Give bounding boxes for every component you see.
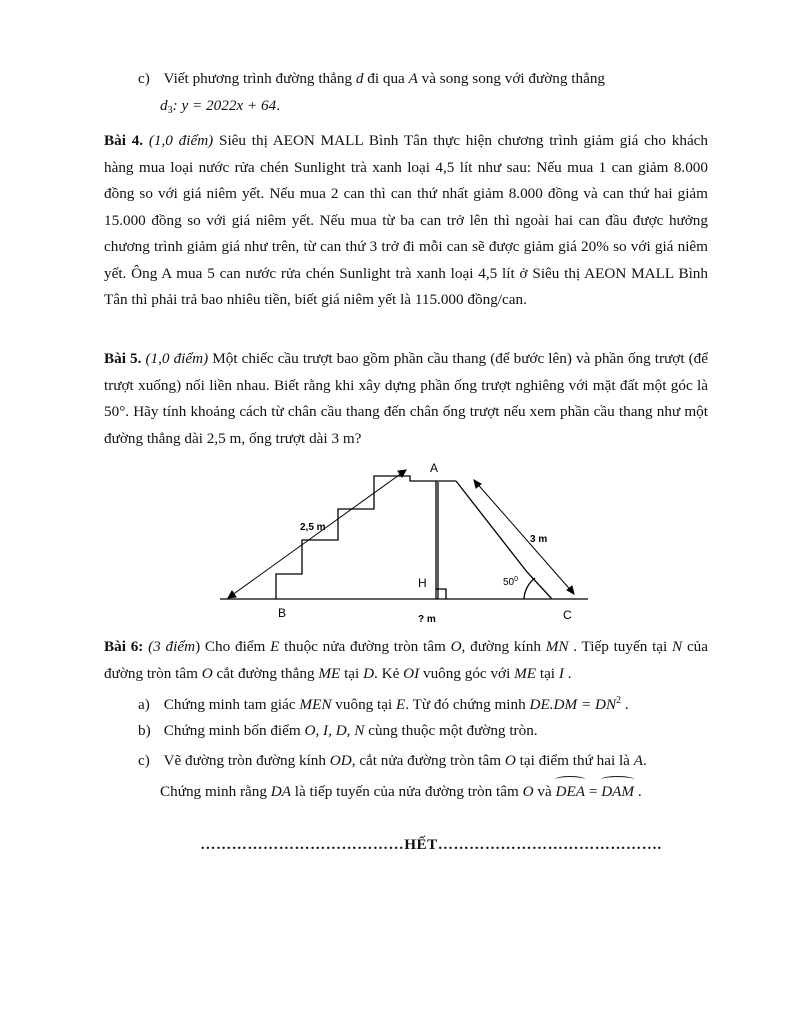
item-label: b)	[138, 722, 151, 739]
item-text: . Từ đó chứng minh	[405, 696, 526, 713]
item-continuation	[138, 779, 708, 806]
ladder-length: 2,5 m	[206, 429, 242, 447]
problem-points: (3 điểm	[148, 638, 196, 655]
problem-title: Bài 6:	[104, 638, 144, 655]
slide-length-arrow	[474, 480, 574, 594]
slide-length: 3 m	[331, 429, 355, 447]
item-label: c)	[138, 70, 150, 87]
problem-text: cắt đường thẳng	[216, 664, 315, 682]
point-label-b: B	[278, 606, 287, 620]
math-var: E	[396, 696, 406, 713]
math-subscript: 3	[167, 104, 173, 116]
item-text: vuông tại	[335, 696, 393, 713]
math-var: I	[558, 664, 564, 682]
question-item-b	[138, 718, 708, 745]
arc-notation: DEA	[555, 779, 585, 806]
angle-arc	[524, 578, 535, 599]
punctuation: .	[276, 96, 280, 114]
problem-title: Bài 5.	[104, 350, 142, 367]
problem-text: Siêu thị AEON MALL Bình Tân thực hiện chương trình giảm giá cho khách hàng mua loại nước rửa chén Sunlight trà xanh loại 4,5 lít như sau: Nếu mua 1 can giảm 8.000 đồng so với giá niêm yết. Nếu mua 2 can thì can thứ nhất giảm 8.000 đồng và can thứ hai giảm 15.000 đồng so với giá niêm yết. Nếu mua từ ba can trở lên thì ngoài hai can đầu được hưởng chương trình giảm giá như trên, từ can thứ 3 trở đi mỗi can sẽ được giảm giá 20% so với giá niêm yết. Ông A mua 5 can nước rửa chén Sunlight trà xanh loại 4,5 lít ở Siêu thị AEON MALL Bình Tân thì phải trả bao nhiêu tiền, biết giá niêm yết là 115.000 đồng/can.	[104, 132, 709, 308]
math-expression: DE.DM = DN	[529, 696, 617, 713]
item-text: Chứng minh rằng	[160, 782, 267, 800]
angle-label: $50^0$	[503, 576, 519, 588]
math-var: O	[201, 664, 213, 682]
math-var: N	[672, 638, 683, 655]
item-text: và song song với đường thẳng	[421, 70, 606, 87]
punctuation: .	[567, 664, 572, 682]
problem-text: . Kẻ	[374, 664, 400, 682]
math-var: D	[363, 664, 375, 682]
ladder-length-label: 2,5 m	[300, 522, 326, 533]
math-var: O	[504, 752, 516, 769]
math-var: DA	[270, 782, 291, 800]
item-text: Chứng minh tam giác	[163, 696, 296, 713]
problem-text: tại	[344, 664, 360, 682]
math-var: OI	[403, 664, 420, 682]
point-label-c: C	[563, 608, 572, 622]
problem-text: . Hãy tính khoảng cách từ chân cầu thang đến chân ống trượt nếu xem phần cầu thang như một đường thẳng dài	[104, 403, 708, 447]
math-var: d	[355, 70, 364, 87]
math-operator: =	[588, 782, 598, 800]
math-var: O	[450, 638, 462, 655]
math-var: MEN	[299, 696, 332, 713]
problem-text: thuộc nửa đường tròn tâm	[284, 638, 446, 655]
punctuation: .	[624, 696, 629, 713]
question-item-a	[138, 688, 708, 719]
problem-text: . Tiếp tuyến tại	[573, 638, 668, 655]
math-var: ME	[318, 664, 341, 682]
ladder-length-arrow	[228, 470, 406, 598]
item-label: c)	[138, 752, 150, 769]
math-var: d	[160, 96, 168, 114]
item-label: a)	[138, 696, 150, 713]
math-var: OD	[329, 752, 352, 769]
item-text: Vẽ đường tròn đường kính	[163, 752, 326, 769]
math-var: ME	[514, 664, 537, 682]
punctuation: .	[637, 782, 642, 800]
item-text: cùng thuộc một đường tròn.	[368, 722, 538, 739]
point-label-a: A	[430, 461, 439, 475]
arrowhead	[228, 591, 236, 598]
item-text: tại điểm thứ hai là	[519, 752, 630, 769]
math-expression: : y = 2022x + 64	[172, 96, 277, 114]
angle-value: 50°	[104, 403, 126, 420]
item-text: đi qua	[367, 70, 405, 87]
math-var: O	[522, 782, 534, 800]
problem-points: (1,0 điểm)	[148, 132, 214, 149]
item-text: và	[537, 782, 552, 800]
punctuation: )	[195, 638, 201, 655]
problem-text: của đường tròn tâm	[104, 638, 709, 682]
math-var: A	[408, 70, 418, 87]
problem-text: ?	[354, 429, 362, 447]
slide-length-label: 3 m	[530, 534, 548, 545]
math-superscript: 2	[616, 695, 622, 706]
arc-notation: DAM	[601, 779, 634, 806]
dots: …………………………………	[200, 836, 405, 853]
math-var: MN	[545, 638, 569, 655]
math-var: E	[270, 638, 280, 655]
problem-6	[104, 634, 708, 687]
problem-text: Một chiếc cầu trượt bao gồm phần cầu thang (để bước lên) và phần ống trượt (để trượt xuống) nối liền nhau. Biết rằng khi xây dựng phần ống trượt nghiêng với mặt đất một góc là	[104, 350, 709, 394]
end-word: HẾT	[404, 836, 438, 853]
item-text: Viết phương trình đường thẳng	[163, 70, 353, 87]
staircase	[276, 476, 456, 599]
problem-text: vuông góc với	[422, 664, 511, 682]
problem-points: (1,0 điểm)	[145, 350, 209, 367]
dots: …………………………………….	[437, 836, 662, 853]
math-var: A	[633, 752, 643, 769]
base-distance-label: ? m	[418, 614, 436, 625]
item-text: là tiếp tuyến của nửa đường tròn tâm	[294, 782, 519, 800]
problem-text: tại	[539, 664, 556, 682]
math-var: O, I, D, N	[304, 722, 365, 739]
problem-title: Bài 4.	[104, 132, 144, 149]
item-text: , cắt nửa đường tròn tâm	[351, 752, 502, 769]
punctuation: .	[643, 752, 647, 769]
point-label-h: H	[418, 576, 427, 590]
item-text: Chứng minh bốn điểm	[163, 722, 301, 739]
problem-text: , ống trượt dài	[241, 429, 328, 447]
question-item-c	[138, 748, 708, 805]
problem-text: , đường kính	[461, 638, 541, 655]
end-marker	[196, 836, 666, 854]
problem-text: Cho điểm	[204, 638, 266, 655]
